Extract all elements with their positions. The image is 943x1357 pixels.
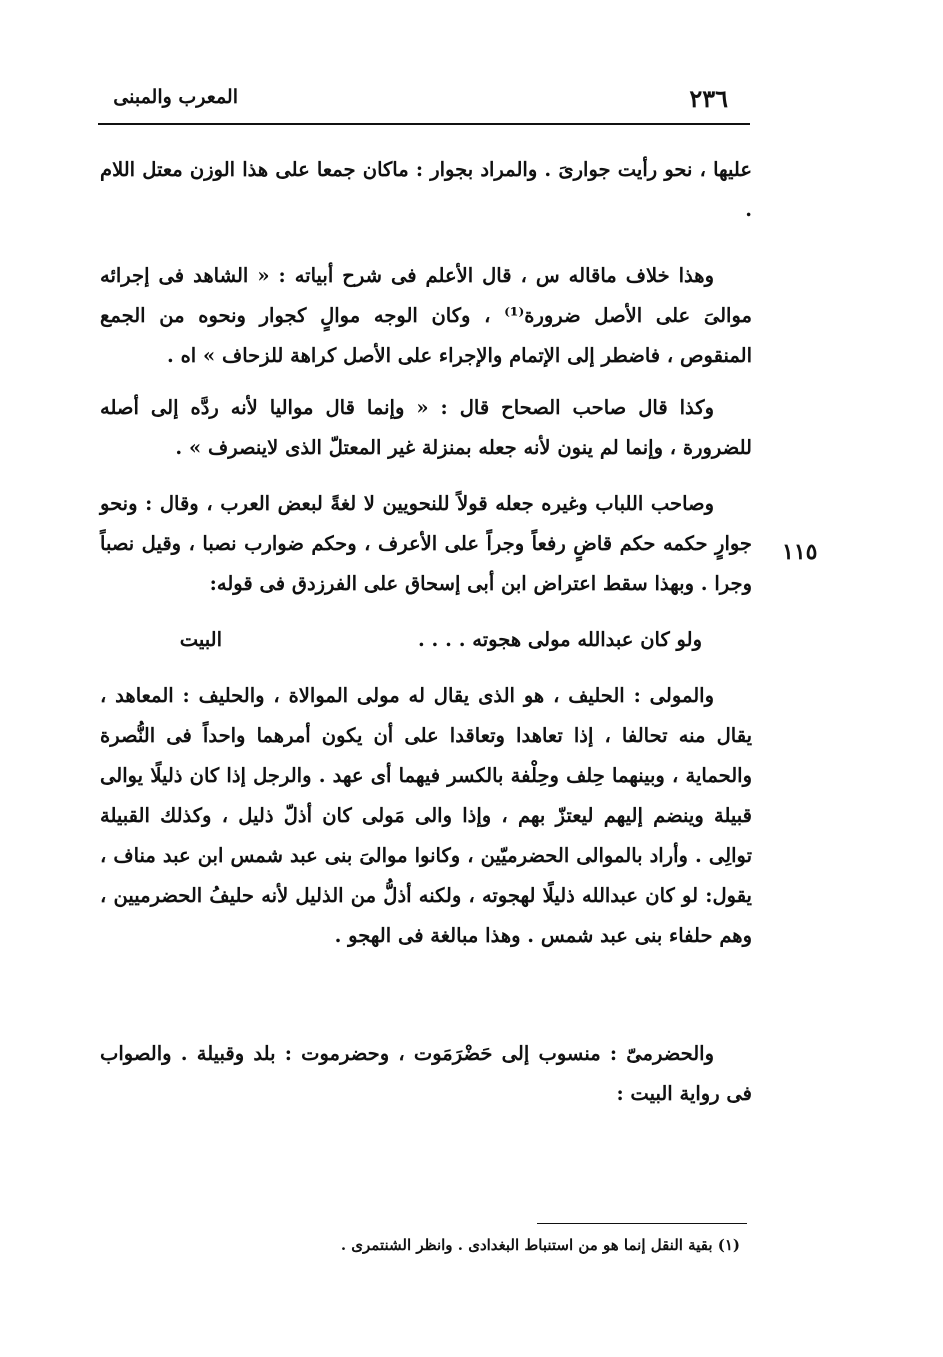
page-header	[98, 82, 750, 124]
footnote: (١) بقية النقل إنما هو من استنباط البغدادى . وانظر الشنتمرى .	[340, 1236, 740, 1254]
verse-text: ولو كان عبدالله مولى هجوته . . . .	[417, 628, 702, 651]
paragraph-1: عليها ، نحو رأيت جوارىَ . والمراد بجوار : ماكان جمعا على هذا الوزن معتل اللام .	[100, 158, 752, 221]
paragraph-4: وصاحب اللباب وغيره جعله قولاً للنحويين لا لغةً لبعض العرب ، وقال : ونحو جوارٍ حكمه حكم قاضٍ رفعاً وجراً على الأعرف ، وحكم ضوارب نصبا ، وقيل نصباً وجرا . وبهذا سقط اعتراض ابن أبى إسحاق على الفرزدق فى قوله:	[100, 492, 752, 595]
margin-reference-number: ١١٥	[782, 539, 818, 565]
header-divider	[98, 123, 750, 125]
verse-line	[100, 620, 752, 676]
footnote-divider	[537, 1223, 747, 1224]
paragraph-3: وكذا قال صاحب الصحاح قال : « وإنما قال مواليا لأنه ردَّه إلى أصله للضرورة ، وإنما لم ينون لأنه جعله بمنزلة غير المعتلّ الذى لاينصرف » .	[100, 396, 752, 459]
main-text	[100, 150, 752, 1118]
running-title: المعرب والمبنى	[113, 86, 238, 108]
verse-label: البيت	[179, 628, 222, 651]
page-number: ٢٣٦	[689, 84, 728, 113]
paragraph-7: والحضرمىّ : منسوب إلى حَضْرَمَوت ، وحضرموت : بلد وقبيلة . والصواب فى رواية البيت :	[100, 1042, 752, 1105]
paragraph-2: وهذا خلاف ماقاله س ، قال الأعلم فى شرح أبياته : « الشاهد فى إجرائه موالىَ على الأصل ضرورة⁽¹⁾ ، وكان الوجه موالٍ كجوار ونحوه من الجمع المنقوص ، فاضطر إلى الإتمام والإجراء على الأصل كراهة للزحاف » اه .	[100, 264, 752, 367]
paragraph-6: والمولى : الحليف ، هو الذى يقال له مولى الموالاة ، والحليف : المعاهد ، يقال منه تحالفا ، إذا تعاهدا وتعاقدا على أن يكون أمرهما واحداً فى النُّصرة والحماية ، وبينهما حِلف وحِلْفة بالكسر فيهما أى عهد . والرجل إذا كان ذليلًا يوالى قبيلة وينضم إليهم ليعتزّ بهم ، وإذا والى مَولى كان أذلّ ذليل ، وكذلك القبيلة توالِى . وأراد بالموالى الحضرميّين ، وكانوا موالىَ بنى عبد شمس ابن عبد مناف ، يقول: لو كان عبدالله ذليلًا لهجوته ، ولكنه أذلُّ من الذليل لأنه حليفُ الحضرميين ، وهم حلفاء بنى عبد شمس . وهذا مبالغة فى الهجو .	[100, 684, 752, 947]
